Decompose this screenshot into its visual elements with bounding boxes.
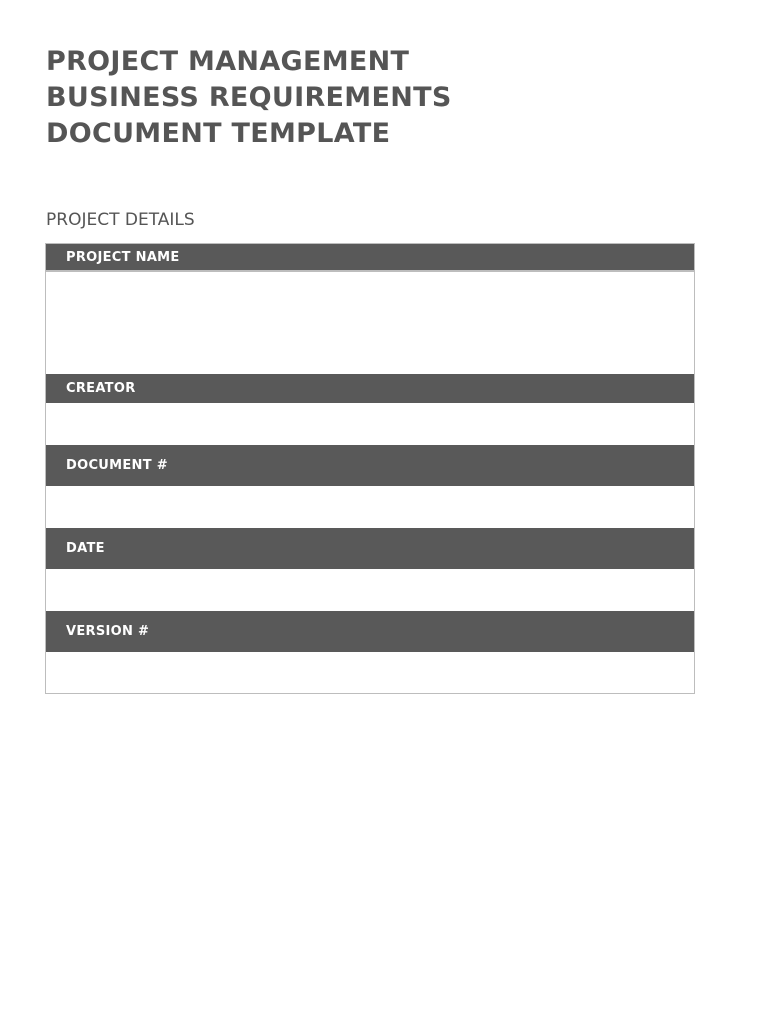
title-line: DOCUMENT TEMPLATE xyxy=(46,118,391,149)
field-label-document-number: DOCUMENT # xyxy=(46,445,694,486)
field-label-version-number: VERSION # xyxy=(46,611,694,652)
title-line: BUSINESS REQUIREMENTS xyxy=(46,82,452,113)
title-line: PROJECT MANAGEMENT xyxy=(46,46,410,77)
field-value-creator[interactable] xyxy=(46,403,694,445)
project-details-table xyxy=(45,243,695,694)
section-heading-project-details: PROJECT DETAILS xyxy=(46,210,195,230)
field-value-project-name[interactable] xyxy=(46,272,694,374)
field-value-version-number[interactable] xyxy=(46,652,694,693)
document-title xyxy=(46,44,452,152)
field-label-creator: CREATOR xyxy=(46,374,694,403)
field-label-date: DATE xyxy=(46,528,694,569)
field-value-date[interactable] xyxy=(46,569,694,611)
field-value-document-number[interactable] xyxy=(46,486,694,528)
field-label-project-name: PROJECT NAME xyxy=(46,244,694,272)
